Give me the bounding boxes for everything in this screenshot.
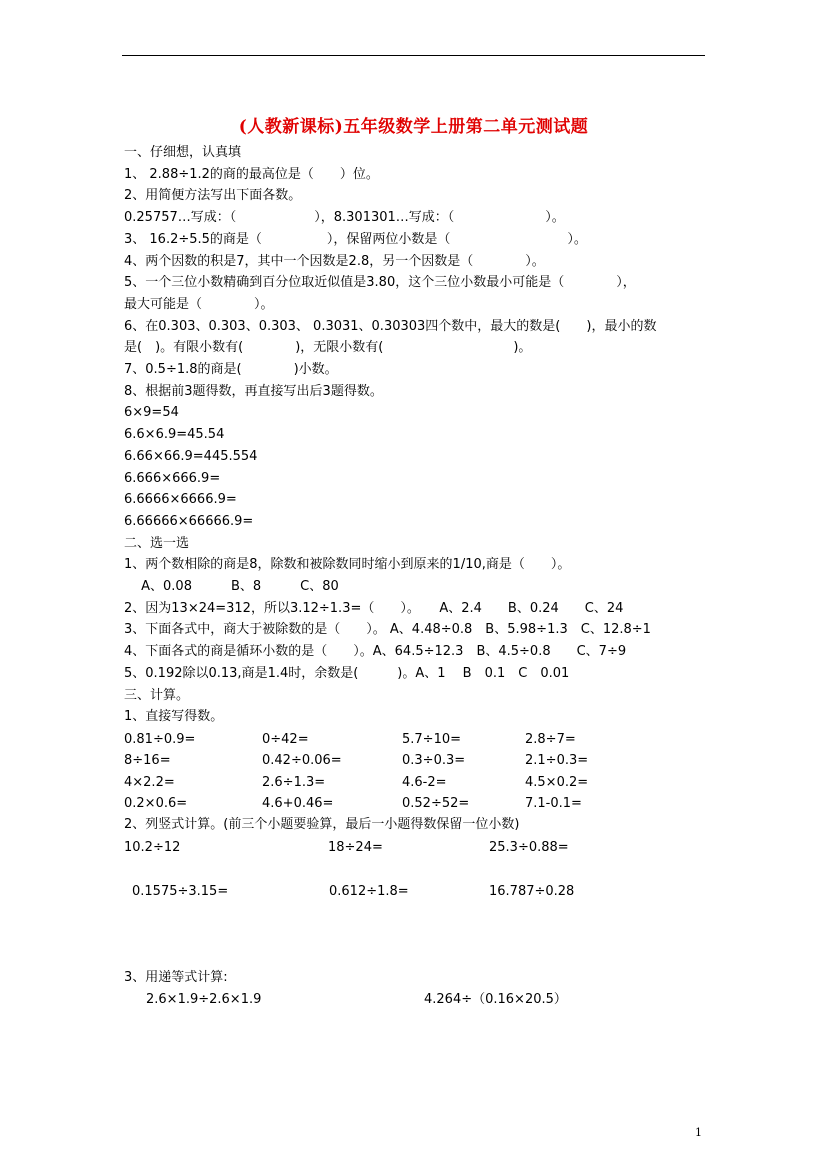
question-line: A、0.08 B、8 C、80 (124, 579, 339, 594)
vertical-calc-item: 25.3÷0.88= (489, 840, 569, 855)
question-line: 8、根据前3题得数，再直接写出后3题得数。 (124, 383, 383, 399)
calc-item: 2.6÷1.3= (262, 775, 326, 790)
question-line: 7、0.5÷1.8的商是( )小数。 (124, 362, 338, 377)
question-line: 6.66×66.9=445.554 (124, 448, 258, 464)
calc-item: 5.7÷10= (402, 732, 462, 747)
question-line: 三、计算。 (124, 687, 190, 703)
calc-item: 4×2.2= (124, 775, 175, 790)
recursive-calc-heading: 3、用递等式计算: (124, 970, 228, 985)
vertical-calc-item: 10.2÷12 (124, 840, 181, 855)
calc-item: 0.81÷0.9= (124, 732, 196, 747)
recursive-calc-item: 2.6×1.9÷2.6×1.9 (146, 992, 262, 1007)
calc-item: 0.3÷0.3= (402, 753, 466, 768)
question-line: 4、下面各式的商是循环小数的是（ ）。A、64.5÷12.3 B、4.5÷0.8 C、7÷9 (124, 644, 627, 660)
question-line: 6.6666×6666.9= (124, 492, 237, 508)
calc-item: 0.2×0.6= (124, 796, 188, 811)
question-line: 6、在0.303、0.303、0.303、 0.3031、0.30303四个数中，最大的数是( )，最小的数 (124, 318, 657, 334)
page-number: 1 (695, 1126, 702, 1139)
calc-item: 2.8÷7= (525, 732, 576, 747)
calc-item: 4.6+0.46= (262, 796, 334, 811)
question-line: 1、 2.88÷1.2的商的最高位是（ ）位。 (124, 166, 379, 182)
question-line: 6.6×6.9=45.54 (124, 427, 225, 443)
calc-item: 7.1-0.1= (525, 796, 582, 811)
recursive-calc-item: 4.264÷（0.16×20.5） (424, 992, 567, 1007)
question-line: 1、直接写得数。 (124, 709, 224, 725)
calc-item: 0.42÷0.06= (262, 753, 342, 768)
header-rule (122, 55, 705, 56)
question-line: 3、 16.2÷5.5的商是（ ），保留两位小数是（ ）。 (124, 231, 587, 247)
vertical-calc-item: 16.787÷0.28 (489, 884, 575, 899)
calc-item: 2.1÷0.3= (525, 753, 589, 768)
question-line: 1、两个数相除的商是8，除数和被除数同时缩小到原来的1/10,商是（ ）。 (124, 557, 571, 573)
question-line: 最大可能是（ ）。 (124, 296, 274, 312)
vertical-calc-heading: 2、列竖式计算。(前三个小题要验算，最后一小题得数保留一位小数) (124, 817, 520, 832)
calc-item: 0.52÷52= (402, 796, 470, 811)
question-line: 5、一个三位小数精确到百分位取近似值是3.80，这个三位小数最小可能是（ ）， (124, 275, 636, 291)
question-line: 6×9=54 (124, 405, 179, 421)
page-title: (人教新课标)五年级数学上册第二单元测试题 (238, 117, 589, 137)
calc-item: 8÷16= (124, 753, 171, 768)
question-line: 一、仔细想，认真填 (124, 145, 242, 160)
question-line: 6.66666×66666.9= (124, 513, 254, 529)
question-line: 是( )。有限小数有( )，无限小数有( )。 (124, 340, 532, 356)
calc-item: 4.6-2= (402, 775, 447, 790)
question-line: 5、0.192除以0.13,商是1.4时，余数是( )。A、1 B 0.1 C 0.01 (124, 665, 570, 681)
question-line: 2、用简便方法写出下面各数。 (124, 188, 302, 204)
calc-item: 0÷42= (262, 732, 309, 747)
question-line: 3、下面各式中，商大于被除数的是（ ）。 A、4.48÷0.8 B、5.98÷1.3 C、12.8÷1 (124, 622, 651, 638)
question-line: 二、选一选 (124, 535, 190, 551)
vertical-calc-item: 0.1575÷3.15= (132, 884, 229, 899)
vertical-calc-item: 18÷24= (328, 840, 383, 855)
question-line: 2、因为13×24=312，所以3.12÷1.3=（ ）。 A、2.4 B、0.24 C、24 (124, 600, 624, 616)
question-line: 0.25757…写成：（ ），8.301301…写成：（ ）。 (124, 210, 565, 226)
vertical-calc-item: 0.612÷1.8= (329, 884, 409, 899)
question-line: 6.666×666.9= (124, 470, 221, 486)
question-line: 4、两个因数的积是7，其中一个因数是2.8，另一个因数是（ ）。 (124, 253, 545, 269)
calc-item: 4.5×0.2= (525, 775, 589, 790)
